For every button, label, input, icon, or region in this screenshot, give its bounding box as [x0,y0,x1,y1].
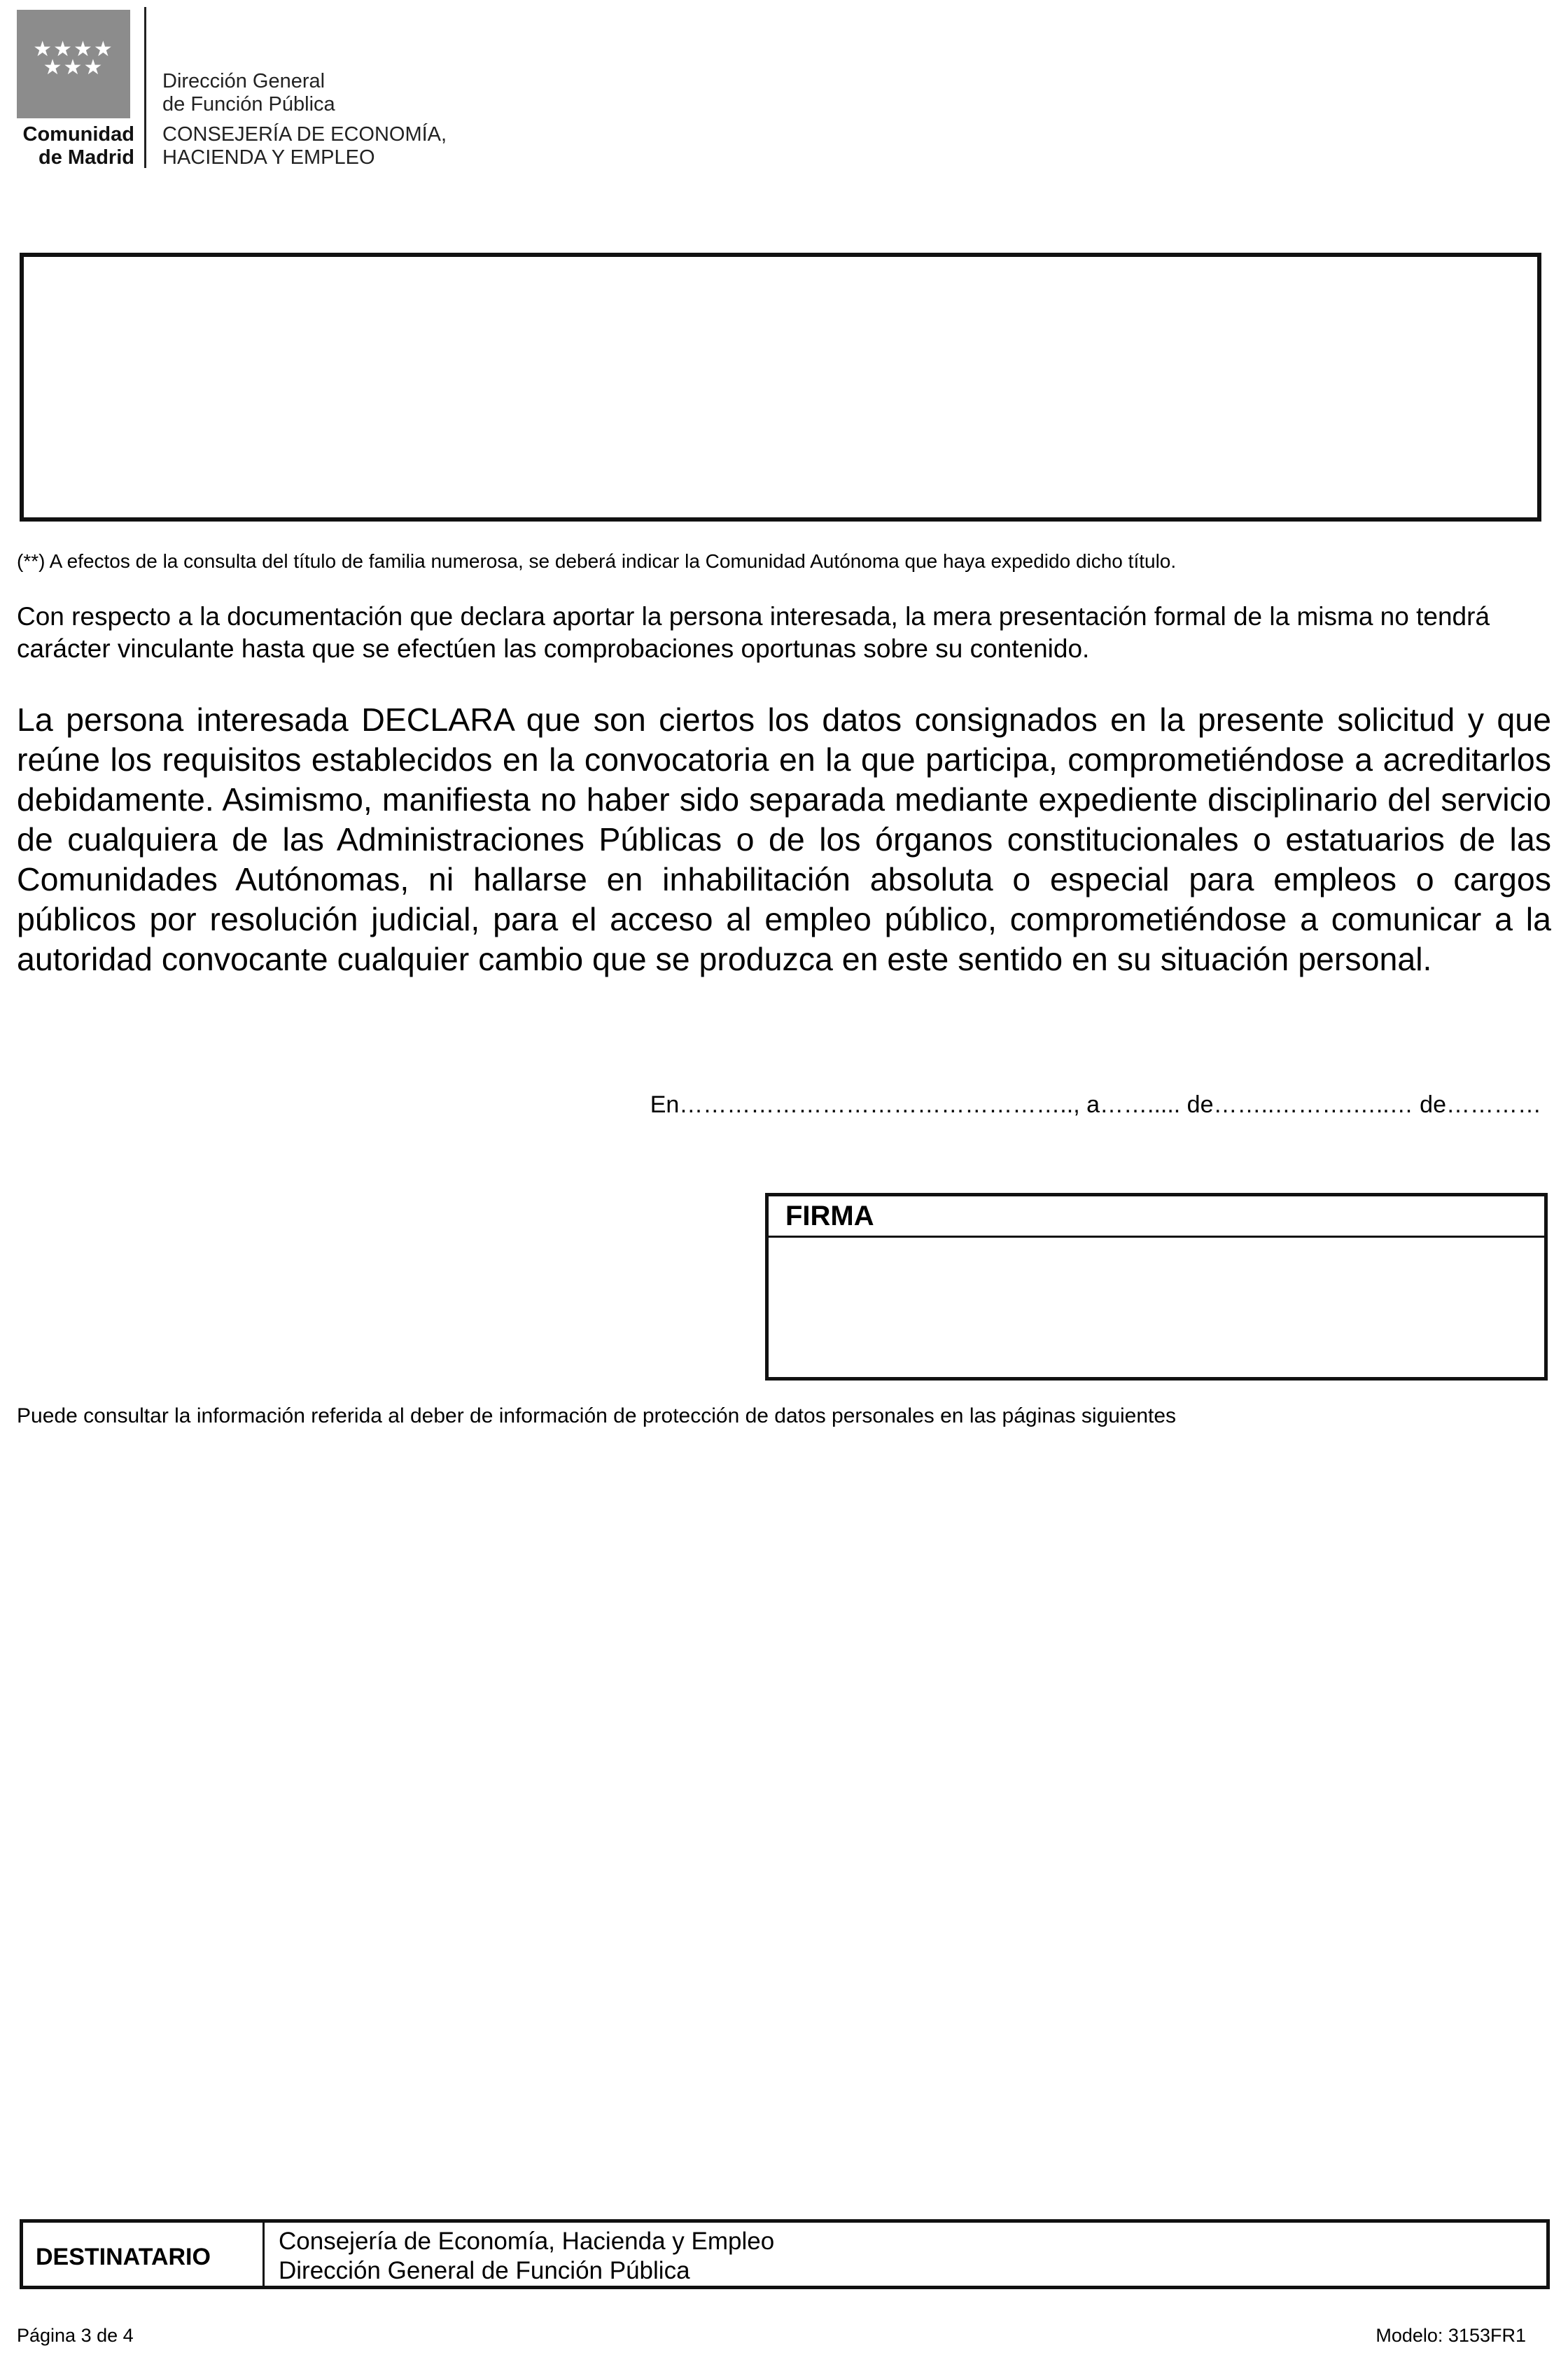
declaration-paragraph: La persona interesada DECLARA que son ciertos los datos consignados en la presente solicitud y que reúne los requisitos establecidos en la convocatoria en la que participa, comprometiéndose a acreditarlos debidamente. Asimismo, manifiesta no haber sido separada mediante expediente disciplinario del servicio de cualquiera de las Administraciones Públicas o de los órganos constitucionales o estatuarios de las Comunidades Autónomas, ni hallarse en inhabilitación absoluta o especial para empleos o cargos públicos por resolución judicial, para el acceso al empleo público, comprometiéndose a comunicar a la autoridad convocante cualquier cambio que se produzca en este sentido en su situación personal. [17,701,1551,977]
department-line-1: Dirección General [162,70,326,92]
stars-row-top: ★★★★ [33,37,114,62]
continuation-form-box [20,253,1541,522]
stars-row-bottom: ★★★ [43,55,104,80]
recipient-table [20,2219,1550,2289]
ministry-name [162,123,447,169]
comunidad-de-madrid-logo [17,10,130,118]
stars-icon [32,37,115,80]
recipient-values [265,2223,774,2286]
data-protection-note: Puede consultar la información referida al deber de información de protección de datos personales en las páginas siguientes [17,1404,1177,1427]
recipient-line-1: Consejería de Economía, Hacienda y Empleo [279,2228,775,2255]
department-line-2: de Función Pública [162,93,335,116]
model-code: Modelo: 3153FR1 [1376,2325,1526,2346]
recipient-label: DESTINATARIO [23,2223,265,2286]
ministry-line-1: CONSEJERÍA DE ECONOMÍA, [162,123,447,146]
logo-name-line-2: de Madrid [38,146,134,169]
header-divider [144,7,146,168]
documentation-notice: Con respecto a la documentación que declara aportar la persona interesada, la mera presentación formal de la misma no tendrá carácter vinculante hasta que se efectúen las comprobaciones oportunas sobre su contenido. [17,602,1490,663]
signature-box[interactable] [765,1193,1548,1381]
logo-name [15,123,134,169]
department-name [162,70,335,116]
logo-name-line-1: Comunidad [22,123,134,146]
signature-title: FIRMA [769,1196,1544,1238]
ministry-line-2: HACIENDA Y EMPLEO [162,146,375,169]
place-date-line[interactable]: En………………………………………….., a……..... de……..……….…..… de………… [650,1091,1541,1118]
recipient-line-2: Dirección General de Función Pública [279,2257,690,2284]
page-number: Página 3 de 4 [17,2325,134,2346]
footnote-familia-numerosa: (**) A efectos de la consulta del título de familia numerosa, se deberá indicar la Comunidad Autónoma que haya expedido dicho título. [17,550,1177,572]
